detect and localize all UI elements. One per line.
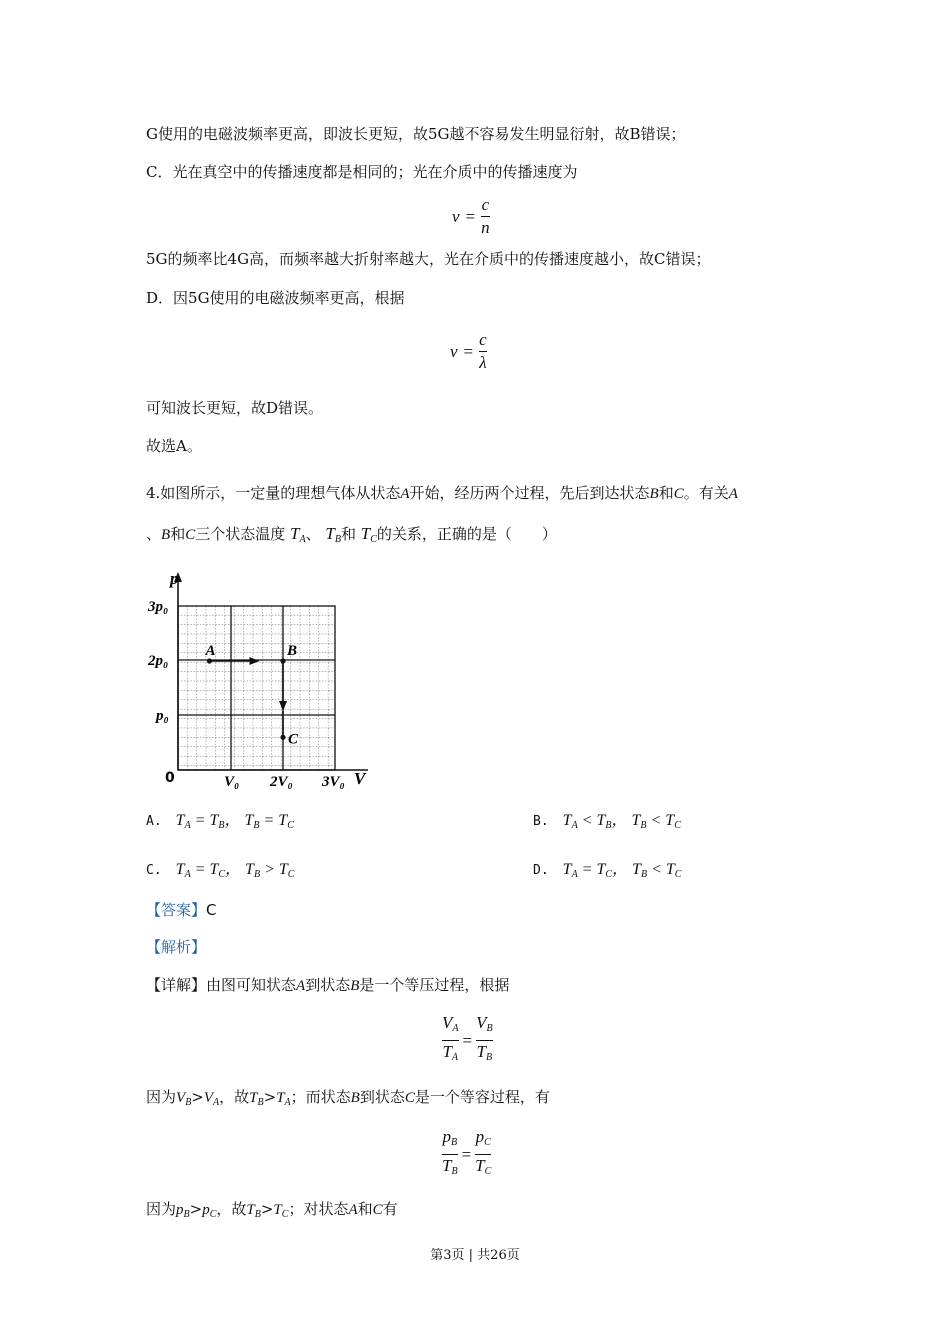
option-d[interactable]: D. $T_A = T_C$， $T_B < T_C$ — [533, 861, 682, 880]
question-4-line-1: 4.如图所示，一定量的理想气体从状态A开始，经历两个过程，先后到达状态B和C。有关A — [146, 484, 738, 502]
analysis-label: 【解析】 — [146, 938, 207, 956]
y-tick-3p0: 3p₀ — [148, 599, 169, 615]
text-line-6: 故选A。 — [146, 437, 202, 455]
formula-frequency: ν = $\frac{c}{\lambda}$ — [450, 330, 487, 372]
state-point-a — [207, 658, 212, 663]
state-label-c: C — [288, 731, 299, 748]
answer-row — [146, 900, 217, 920]
option-b[interactable]: B. $T_A < T_B$， $T_B < T_C$ — [533, 812, 681, 831]
x-tick-2v0: 2V₀ — [270, 774, 293, 790]
page-footer: 第3页 | 共26页 — [430, 1248, 520, 1263]
x-tick-3v0: 3V₀ — [322, 774, 345, 790]
x-axis-label: V — [354, 769, 366, 788]
option-c[interactable]: C. $T_A = T_C$， $T_B > T_C$ — [146, 861, 295, 880]
state-point-c — [280, 735, 285, 740]
answer-value: C — [206, 901, 217, 919]
fraction-c-n: $\frac{c}{n}$ — [481, 195, 490, 237]
text-line-3: 5G的频率比4G高，而频率越大折射率越大，光在介质中的传播速度越小，故C错误； — [146, 250, 711, 268]
y-tick-p0: p₀ — [156, 708, 169, 724]
text-line-4: D．因5G使用的电磁波频率更高，根据 — [146, 289, 405, 307]
text-line-1: G使用的电磁波频率更高，即波长更短，故5G越不容易发生明显衍射，故B错误； — [146, 125, 686, 143]
state-point-b — [280, 658, 285, 663]
text-line-5: 可知波长更短，故D错误。 — [146, 399, 324, 417]
formula-speed — [452, 195, 490, 238]
reason-row-2: 因为$p_B>p_C$，故$T_B>T_C$；对状态A和C有 — [146, 1200, 398, 1220]
formula-v: v — [452, 206, 460, 226]
detail-row: 【详解】由图可知状态A到状态B是一个等压过程，根据 — [146, 976, 510, 994]
opt-expr: $T_A = T_C$， $T_B < T_C$ — [562, 861, 682, 880]
x-tick-v0: V₀ — [224, 774, 240, 790]
answer-label: 【答案】 — [146, 901, 207, 919]
y-axis-label: p — [170, 569, 179, 588]
reason-row-1: 因为$V_B>V_A$，故$T_B>T_A$；而状态B到状态C是一个等容过程，有 — [146, 1088, 550, 1108]
grid-fine — [178, 606, 335, 770]
y-tick-2p0: 2p₀ — [148, 653, 169, 669]
formula-nu: ν — [450, 341, 458, 361]
formula-isobaric: $\frac{V_A}{T_A}$ = $\frac{V_B}{T_B}$ — [442, 1013, 493, 1063]
origin-label: 0 — [165, 770, 175, 786]
formula-eq: = — [465, 206, 476, 226]
state-label-b: B — [287, 643, 298, 659]
text-line-2: C．光在真空中的传播速度都是相同的；光在介质中的传播速度为 — [146, 163, 578, 181]
option-a[interactable]: A. $T_A = T_B$， $T_B = T_C$ — [146, 812, 294, 831]
pv-diagram — [140, 566, 380, 792]
formula-isochoric: $\frac{p_B}{T_B}$ = $\frac{p_C}{T_C}$ — [442, 1127, 492, 1177]
question-4-line-2: 、B和C三个状态温度 $T_A$、 $T_B$和 $T_C$的关系，正确的是（ ） — [146, 524, 557, 545]
opt-expr: $T_A = T_C$， $T_B > T_C$ — [175, 861, 295, 880]
opt-expr: $T_A = T_B$， $T_B = T_C$ — [175, 812, 294, 831]
state-label-a: A — [205, 643, 216, 659]
fraction-c-lambda: $\frac{c}{\lambda}$ — [479, 330, 487, 372]
opt-expr: $T_A < T_B$， $T_B < T_C$ — [562, 812, 681, 831]
